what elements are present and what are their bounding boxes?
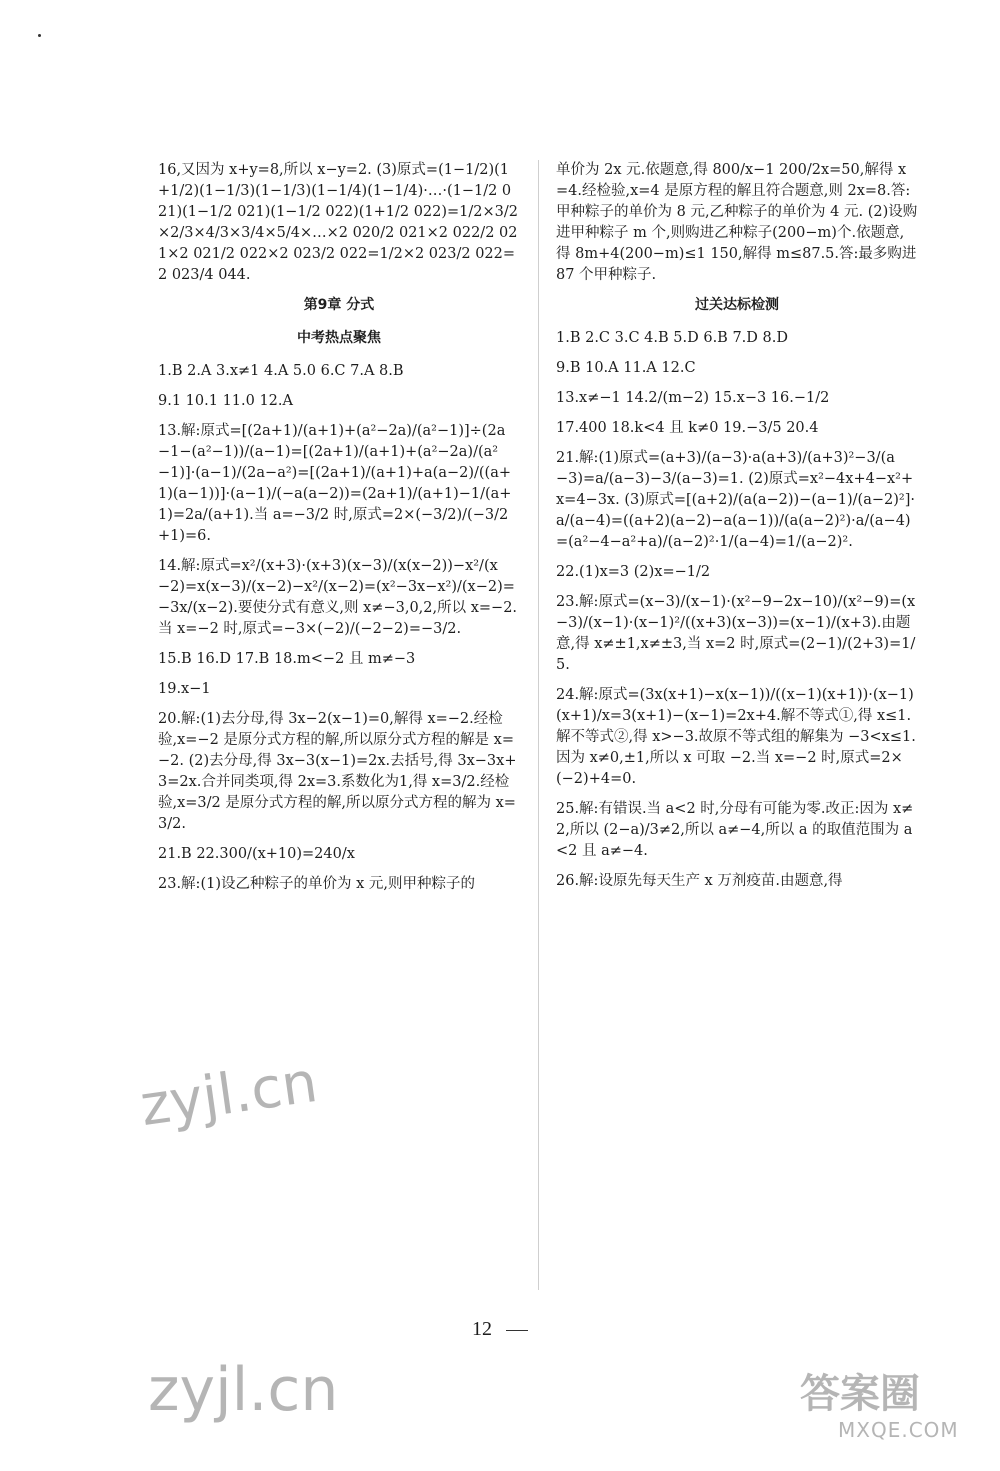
section-title-exam-focus: 中考热点聚焦	[297, 330, 381, 346]
watermark-mid: zyjl.cn	[136, 1049, 322, 1140]
watermark-site: MXQE.COM	[838, 1418, 959, 1442]
answer-line: 21.解:(1)原式=(a+3)/(a−3)·a(a+3)/(a+3)²−3/(a−3)=a/(a−3)−3/(a−3)=1. (2)原式=x²−4x+4−x²+x=4−3x. (3)原式=[(a+2)/(a(a−2))−(a−1)/(a−2)²]·a/(a−4)=((a+2)(a−2)−a(a−1))/(a(a−2)²)·a/(a−4)=(a²−4−a²+a)/(a−2)²·1/(a−4)=1/(a−2)².	[556, 450, 915, 550]
right-intro-text: 单价为 2x 元.依题意,得 800/x−1 200/2x=50,解得 x=4.经检验,x=4 是原方程的解且符合题意,则 2x=8.答:甲种粽子的单价为 8 元,乙种粽子的单价为 4 元. (2)设购进甲种粽子 m 个,则购进乙种粽子(200−m)个.依题意,得 8m+4(200−m)≤1 150,解得 m≤87.5.答:最多购进 87 个甲种粽子.	[556, 162, 918, 283]
section-title-review: 过关达标检测	[695, 297, 779, 313]
page-dot	[38, 34, 41, 37]
answer-line: 20.解:(1)去分母,得 3x−2(x−1)=0,解得 x=−2.经检验,x=−2 是原分式方程的解,所以原分式方程的解是 x=−2. (2)去分母,得 3x−3(x−1)=2x.去括号,得 3x−3x+3=2x.合并同类项,得 2x=3.系数化为1,得 x=3/2.经检验,x=3/2 是原分式方程的解,所以原分式方程的解为 x=3/2.	[158, 711, 517, 832]
answer-line: 23.解:(1)设乙种粽子的单价为 x 元,则甲种粽子的	[158, 876, 475, 892]
page-number-dash	[506, 1330, 528, 1331]
answer-line: 24.解:原式=(3x(x+1)−x(x−1))/((x−1)(x+1))·(x−1)(x+1)/x=3(x+1)−(x−1)=2x+4.解不等式①,得 x≤1.解不等式②,得 x>−3.故原不等式组的解集为 −3<x≤1.因为 x≠0,±1,所以 x 可取 −2.当 x=−2 时,原式=2×(−2)+4=0.	[556, 687, 916, 787]
answer-line: 1.B 2.C 3.C 4.B 5.D 6.B 7.D 8.D	[556, 330, 788, 346]
right-column	[556, 160, 918, 901]
answer-line: 23.解:原式=(x−3)/(x−1)·(x²−9−2x−10)/(x²−9)=(x−3)/(x−1)·(x−1)²/((x+3)(x−3))=(x−1)/(x+3).由题意,得 x≠±1,x≠±3,当 x=2 时,原式=(2−1)/(2+3)=1/5.	[556, 594, 916, 673]
answer-line: 21.B 22.300/(x+10)=240/x	[158, 846, 355, 862]
answer-line: 9.B 10.A 11.A 12.C	[556, 360, 696, 376]
answer-line: 15.B 16.D 17.B 18.m<−2 且 m≠−3	[158, 651, 416, 667]
answer-line: 14.解:原式=x²/(x+3)·(x+3)(x−3)/(x(x−2))−x²/(x−2)=x(x−3)/(x−2)−x²/(x−2)=(x²−3x−x²)/(x−2)=−3x/(x−2).要使分式有意义,则 x≠−3,0,2,所以 x=−2.当 x=−2 时,原式=−3×(−2)/(−2−2)=−3/2.	[158, 558, 518, 637]
answer-line: 17.400 18.k<4 且 k≠0 19.−3/5 20.4	[556, 420, 819, 436]
page-number-text: 12	[472, 1318, 492, 1340]
left-intro-text: 16,又因为 x+y=8,所以 x−y=2. (3)原式=(1−1/2)(1+1/2)(1−1/3)(1−1/3)(1−1/4)(1−1/4)·…·(1−1/2 021)(1−1/2 021)(1−1/2 022)(1+1/2 022)=1/2×3/2×2/3×4/3×3/4×5/4×…×2 020/2 021×2 022/2 021×2 021/2 022×2 023/2 022=1/2×2 023/2 022=2 023/4 044.	[158, 162, 519, 283]
column-divider	[538, 160, 539, 1290]
answer-line: 13.x≠−1 14.2/(m−2) 15.x−3 16.−1/2	[556, 390, 830, 406]
answer-line: 26.解:设原先每天生产 x 万剂疫苗.由题意,得	[556, 873, 843, 889]
page-number	[0, 1318, 1000, 1341]
answer-line: 1.B 2.A 3.x≠1 4.A 5.0 6.C 7.A 8.B	[158, 363, 404, 379]
left-column	[158, 160, 520, 904]
answer-line: 9.1 10.1 11.0 12.A	[158, 393, 293, 409]
answer-line: 25.解:有错误.当 a<2 时,分母有可能为零.改正:因为 x≠2,所以 (2−a)/3≠2,所以 a≠−4,所以 a 的取值范围为 a<2 且 a≠−4.	[556, 801, 914, 859]
answer-line: 19.x−1	[158, 681, 211, 697]
watermark-bottom: zyjl.cn	[148, 1355, 339, 1425]
answer-line: 13.解:原式=[(2a+1)/(a+1)+(a²−2a)/(a²−1)]÷(2a−1−(a²−1))/(a−1)=[(2a+1)/(a+1)+(a²−2a)/(a²−1)]·(a−1)/(2a−a²)=[(2a+1)/(a+1)+a(a−2)/((a+1)(a−1))]·(a−1)/(−a(a−2))=(2a+1)/(a+1)−1/(a+1)=2a/(a+1).当 a=−3/2 时,原式=2×(−3/2)/(−3/2+1)=6.	[158, 423, 512, 544]
answer-line: 22.(1)x=3 (2)x=−1/2	[556, 564, 711, 580]
watermark-logo: 答案圈	[800, 1371, 920, 1417]
chapter-title: 第9章 分式	[303, 297, 375, 313]
